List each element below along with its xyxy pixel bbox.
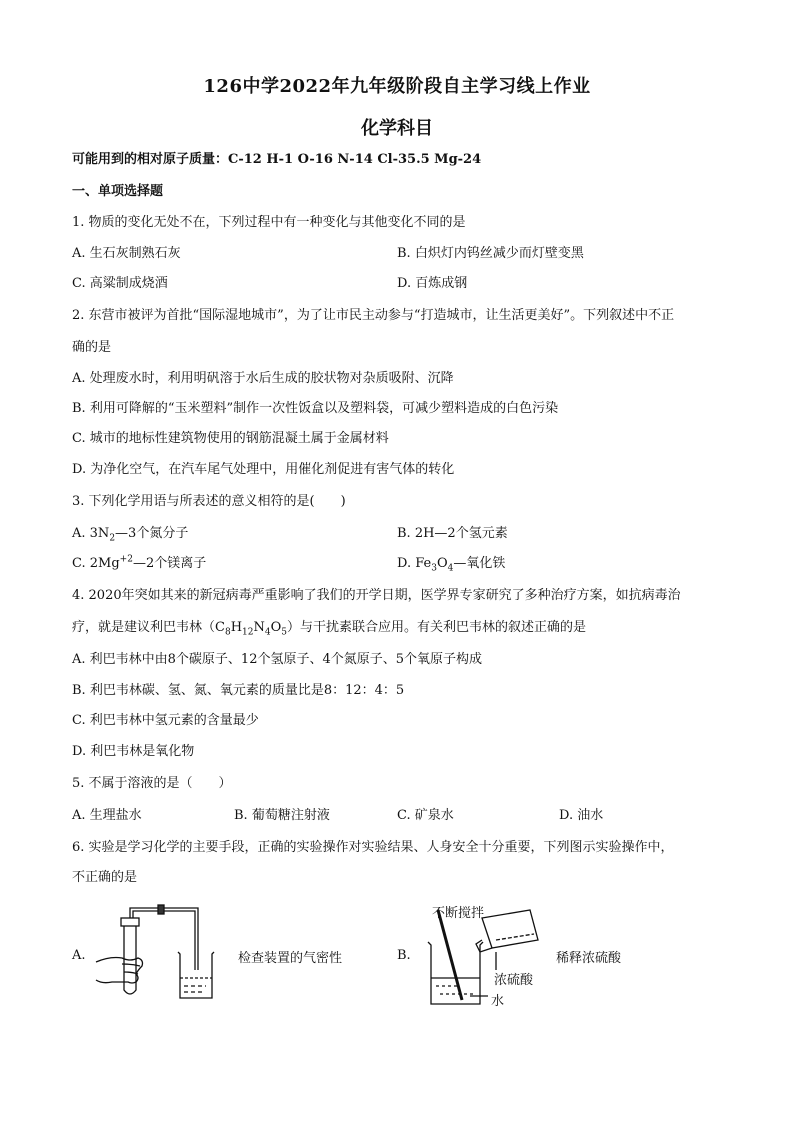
question-2-option-a: A. 处理废水时，利用明矾溶于水后生成的胶状物对杂质吸附、沉降 [72,371,454,386]
question-2-stem-line1: 2. 东营市被评为首批“国际湿地城市”，为了让市民主动参与“打造城市，让生活更美好”。下列叙述中不正 [72,308,675,323]
question-3-option-d [397,554,505,574]
figure-b-water-label: 水 [491,994,505,1009]
option-a-prefix: A. 3N [72,526,110,541]
figure-b-label: B. [397,948,411,963]
option-c-prefix: C. 2Mg [72,556,120,571]
figure-b-caption: 稀释浓硫酸 [556,951,622,966]
question-2-stem-line2: 确的是 [72,340,112,355]
question-6-stem-line1: 6. 实验是学习化学的主要手段，正确的实验操作对实验结果、人身安全十分重要，下列图示实验操作中， [72,840,674,855]
question-5-option-d: D. 油水 [559,808,604,823]
question-1-option-d: D. 百炼成钢 [397,276,468,291]
question-4-option-a: A. 利巴韦林中由8个碳原子、12个氢原子、4个氮原子、5个氧原子构成 [72,652,483,667]
superscript: +2 [119,554,133,565]
question-1-option-c: C. 高粱制成烧酒 [72,276,168,291]
subscript: 2 [109,533,116,544]
question-1-stem: 1. 物质的变化无处不在，下列过程中有一种变化与其他变化不同的是 [72,215,466,230]
exam-title: 126中学2022年九年级阶段自主学习线上作业 [203,76,591,97]
figure-a-label: A. [72,948,86,963]
formula-part: H [230,620,243,635]
question-4-option-d: D. 利巴韦林是氧化物 [72,744,195,759]
airtightness-check-figure [92,900,232,1004]
question-5-stem: 5. 不属于溶液的是（ ） [72,776,232,791]
subscript: 5 [281,627,287,638]
question-4-stem-line1: 4. 2020年突如其来的新冠病毒严重影响了我们的开学日期，医学界专家研究了多种治疗方案，如抗病毒治 [72,588,681,603]
figure-b-stir-label: 不断搅拌 [432,906,485,921]
question-3-stem: 3. 下列化学用语与所表述的意义相符的是( ) [72,494,346,509]
stem-text: 疗，就是建议利巴韦林（C [72,620,225,635]
option-c-meaning: —2个镁离子 [132,556,207,571]
question-1-option-b: B. 白炽灯内钨丝减少而灯壁变黑 [397,246,584,261]
section-heading: 一、单项选择题 [72,184,164,199]
formula-part: N [253,620,265,635]
option-d-meaning: —氧化铁 [453,556,506,571]
figure-a-caption: 检查装置的气密性 [238,951,343,966]
stem-text: ）与干扰素联合应用。有关利巴韦林的叙述正确的是 [287,620,587,635]
question-4-option-b: B. 利巴韦林碳、氢、氮、氧元素的质量比是8：12：4：5 [72,683,405,698]
formula-part: O [270,620,282,635]
atomic-mass-note: 可能用到的相对原子质量：C-12 H-1 O-16 N-14 Cl-35.5 Mg-24 [72,152,482,167]
subscript: 4 [447,563,454,574]
question-4-option-c: C. 利巴韦林中氢元素的含量最少 [72,713,259,728]
question-2-option-c: C. 城市的地标性建筑物使用的钢筋混凝土属于金属材料 [72,431,389,446]
question-1-option-a: A. 生石灰制熟石灰 [72,246,181,261]
question-2-option-b: B. 利用可降解的“玉米塑料”制作一次性饭盒以及塑料袋，可减少塑料造成的白色污染 [72,401,559,416]
question-3-option-b: B. 2H—2个氢元素 [397,526,508,541]
option-d-prefix: D. Fe [397,556,432,571]
subscript: 8 [224,627,231,638]
question-2-option-d: D. 为净化空气，在汽车尾气处理中，用催化剂促进有害气体的转化 [72,462,455,477]
question-4-stem-line2 [72,618,732,638]
question-5-option-c: C. 矿泉水 [397,808,454,823]
subscript: 12 [242,627,254,638]
question-5-option-b: B. 葡萄糖注射液 [234,808,330,823]
option-a-meaning: —3个氮分子 [115,526,189,541]
formula-part: O [436,556,448,571]
subscript: 4 [264,627,271,638]
question-6-stem-line2: 不正确的是 [72,870,138,885]
figure-b-acid-label: 浓硫酸 [494,973,534,988]
subject-title: 化学科目 [361,118,433,139]
subscript: 3 [431,563,437,574]
question-5-option-a: A. 生理盐水 [72,808,142,823]
